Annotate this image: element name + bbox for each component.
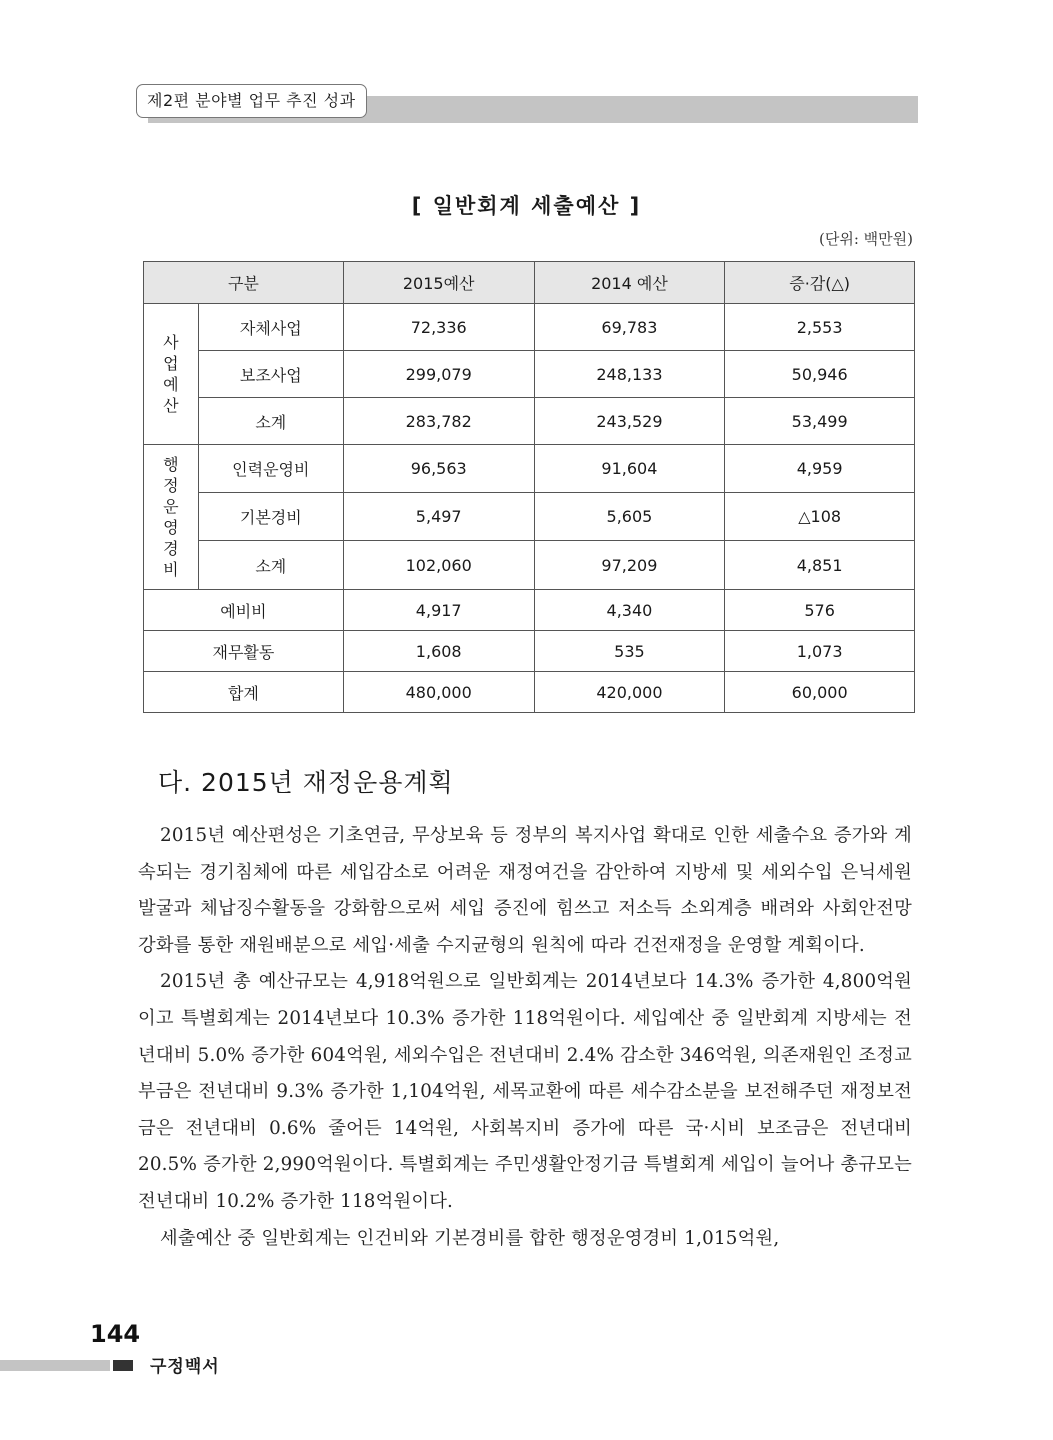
table-row [144, 590, 915, 631]
body-text [138, 818, 912, 1257]
value-2015: 96,563 [343, 445, 534, 493]
row-name: 재무활동 [144, 631, 344, 672]
vertical-char: 비 [163, 560, 179, 579]
value-diff: 1,073 [725, 631, 915, 672]
value-2014: 4,340 [534, 590, 725, 631]
table-row [144, 304, 915, 351]
value-2014: 420,000 [534, 672, 725, 713]
value-2014: 535 [534, 631, 725, 672]
table-row [144, 541, 915, 590]
value-2015: 5,497 [343, 493, 534, 541]
group-label-business [144, 304, 199, 445]
vertical-char: 정 [163, 476, 179, 495]
vertical-char: 영 [163, 518, 179, 537]
value-diff: 60,000 [725, 672, 915, 713]
vertical-char: 예 [163, 375, 179, 394]
value-2015: 102,060 [343, 541, 534, 590]
header-category: 구분 [144, 262, 344, 304]
value-2014: 69,783 [534, 304, 725, 351]
value-diff: 53,499 [725, 398, 915, 445]
value-diff: 4,959 [725, 445, 915, 493]
row-name: 인력운영비 [198, 445, 343, 493]
vertical-char: 운 [163, 497, 179, 516]
row-name: 예비비 [144, 590, 344, 631]
vertical-char: 업 [163, 354, 179, 373]
value-2015: 283,782 [343, 398, 534, 445]
paragraph: 2015년 예산편성은 기초연금, 무상보육 등 정부의 복지사업 확대로 인한 세출수요 증가와 계속되는 경기침체에 따른 세입감소로 어려운 재정여건을 감안하여 지방세 및 세외수입 은닉세원 발굴과 체납징수활동을 강화함으로써 세입 증진에 힘쓰고 저소득 소외계층 배려와 사회안전망 강화를 통한 재원배분으로 세입·세출 수지균형의 원칙에 따라 건전재정을 운영할 계획이다. [138, 825, 912, 956]
value-2015: 480,000 [343, 672, 534, 713]
row-name: 기본경비 [198, 493, 343, 541]
table-row [144, 445, 915, 493]
value-diff: 2,553 [725, 304, 915, 351]
value-2015: 299,079 [343, 351, 534, 398]
value-diff: 4,851 [725, 541, 915, 590]
value-diff: △108 [725, 493, 915, 541]
value-2015: 4,917 [343, 590, 534, 631]
value-2014: 97,209 [534, 541, 725, 590]
budget-table [143, 261, 915, 713]
value-2014: 5,605 [534, 493, 725, 541]
table-row [144, 672, 915, 713]
group-label-admin [144, 445, 199, 590]
table-row [144, 398, 915, 445]
paragraph: 세출예산 중 일반회계는 인건비와 기본경비를 합한 행정운영경비 1,015억원, [160, 1227, 780, 1249]
header-2014: 2014 예산 [534, 262, 725, 304]
vertical-char: 사 [163, 333, 179, 352]
row-name: 보조사업 [198, 351, 343, 398]
footer-bar [0, 1360, 110, 1371]
value-2014: 91,604 [534, 445, 725, 493]
value-2015: 72,336 [343, 304, 534, 351]
row-name: 소계 [198, 398, 343, 445]
row-name: 자체사업 [198, 304, 343, 351]
table-row [144, 351, 915, 398]
header-diff: 증·감(△) [725, 262, 915, 304]
table-row [144, 493, 915, 541]
header-2015: 2015예산 [343, 262, 534, 304]
section-title: 다. 2015년 재정운용계획 [158, 768, 454, 797]
book-title: 구정백서 [150, 1357, 220, 1377]
vertical-char: 경 [163, 539, 179, 558]
row-name: 소계 [198, 541, 343, 590]
value-diff: 576 [725, 590, 915, 631]
value-2014: 248,133 [534, 351, 725, 398]
table-row [144, 631, 915, 672]
value-diff: 50,946 [725, 351, 915, 398]
table-header-row [144, 262, 915, 304]
footer-block [113, 1360, 133, 1371]
vertical-char: 산 [163, 396, 179, 415]
vertical-label [144, 454, 198, 580]
page-number: 144 [90, 1320, 141, 1348]
row-name: 합계 [144, 672, 344, 713]
vertical-char: 행 [163, 455, 179, 474]
value-2015: 1,608 [343, 631, 534, 672]
table-title: [ 일반회계 세출예산 ] [411, 194, 642, 218]
paragraph: 2015년 총 예산규모는 4,918억원으로 일반회계는 2014년보다 14.3% 증가한 4,800억원이고 특별회계는 2014년보다 10.3% 증가한 118억원이다. 세입예산 중 일반회계 지방세는 전년대비 5.0% 증가한 604억원, 세외수입은 전년대비 2.4% 감소한 346억원, 의존재원인 조정교부금은 전년대비 9.3% 증가한 1,104억원, 세목교환에 따른 세수감소분을 보전해주던 재정보전금은 전년대비 0.6% 줄어든 14억원, 사회복지비 증가에 따른 국·시비 보조금은 전년대비 20.5% 증가한 2,990억원이다. 특별회계는 주민생활안정기금 특별회계 세입이 늘어나 총규모는 전년대비 10.2% 증가한 118억원이다. [138, 971, 912, 1212]
chapter-tab: 제2편 분야별 업무 추진 성과 [136, 84, 367, 118]
vertical-label [144, 332, 198, 416]
table-unit: (단위: 백만원) [819, 230, 913, 248]
value-2014: 243,529 [534, 398, 725, 445]
